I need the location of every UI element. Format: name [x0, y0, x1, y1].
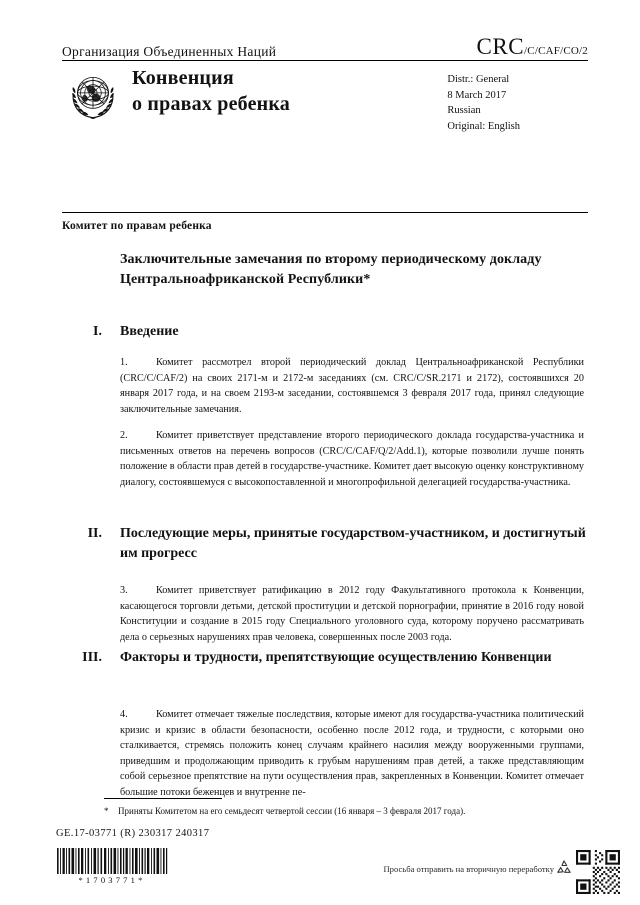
barcode-block — [56, 848, 168, 885]
paragraph-text-1: Комитет рассмотрел второй периодический доклад Центральноафриканской Республики (CRC/C/CAF/2) на своих 2171-м и 2172-м заседаниях (см. CRC/C/SR.2171 и 2172), состоявшихся 20 января 2017 года, и на своем 2193-м заседании, состоявшемся 3 февраля 2017 года, принял следующие заключительные замечания. — [120, 357, 584, 415]
convention-title-line2: о правах ребенка — [132, 92, 291, 115]
distribution-type: Distr.: General — [447, 74, 510, 85]
section-title-1: Введение — [120, 324, 179, 339]
barcode-number: *1703771* — [78, 875, 146, 885]
section-numeral-1: I. — [93, 324, 102, 339]
organization-name: Организация Объединенных Наций — [62, 44, 277, 59]
section-numeral-3: III. — [82, 650, 102, 665]
section-heading-3 — [62, 648, 588, 668]
convention-title-line1: Конвенция — [132, 67, 234, 89]
paragraph-1 — [120, 355, 584, 417]
footnote-rule — [104, 798, 222, 799]
body-separator-rule — [62, 212, 588, 213]
footnote-text: Приняты Комитетом на его семьдесят четвертой сессии (16 января – 3 февраля 2017 года). — [118, 806, 466, 816]
document-symbol — [477, 34, 588, 60]
paragraph-2 — [120, 428, 584, 490]
header-top-row — [62, 34, 588, 60]
paragraph-3 — [120, 583, 584, 645]
header-rule — [62, 60, 588, 61]
document-symbol-suffix: /C/CAF/CO/2 — [524, 45, 588, 57]
section-title-3: Факторы и трудности, препятствующие осуществлению Конвенции — [120, 650, 552, 665]
qr-code — [576, 850, 620, 894]
distribution-language: Russian — [447, 105, 481, 117]
recycle-note: Просьба отправить на вторичную переработку — [383, 864, 554, 874]
document-symbol-main: CRC — [476, 34, 525, 59]
paragraph-text-3: Комитет приветствует ратификацию в 2012 году Факультативного протокола к Конвенции, касающегося торговли детьми, детской проституции и детской порнографии, принятие в 2016 году новой Конституции и создание в 2015 году Специального уголовного суда, которому поручено рассматривать дела о серьезных нарушениях прав человека, совершенных после 2003 года. — [120, 585, 584, 643]
distribution-date: 8 March 2017 — [447, 89, 507, 101]
un-emblem-icon — [62, 70, 124, 124]
paragraph-number-3: 3. — [120, 585, 128, 596]
convention-title — [132, 66, 290, 117]
paragraph-4 — [120, 707, 584, 800]
recycle-icon — [554, 858, 574, 878]
section-title-2: Последующие меры, принятые государством-участником, и достигнутый им прогресс — [120, 526, 586, 561]
distribution-original: Original: English — [447, 120, 520, 132]
footnote — [104, 805, 520, 819]
committee-name: Комитет по правам ребенка — [62, 220, 212, 232]
ge-number: GE.17-03771 (R) 230317 240317 — [56, 828, 210, 839]
paragraph-number-2: 2. — [120, 430, 128, 441]
page-title: Заключительные замечания по второму периодическому докладу Центральноафриканской Республики* — [120, 252, 542, 288]
distribution-block — [447, 72, 520, 134]
paragraph-number-4: 4. — [120, 709, 128, 720]
masthead — [62, 66, 588, 144]
paragraph-text-2: Комитет приветствует представление второго периодического доклада государства-участника и письменных ответов на перечень вопросов (CRC/C/CAF/Q/2/Add.1), которые позволили лучше понять положение в области прав детей в государстве-участнике. Комитет дает высокую оценку конструктивному диалогу, состоявшемуся с высокопоставленной и многопрофильной делегацией государства-участника. — [120, 430, 584, 488]
paragraph-text-4: Комитет отмечает тяжелые последствия, которые имеют для государства-участника политический кризис и кризис в области безопасности, особенно после 2012 года, и трудности, с которыми оно сталкивается, стремясь положить конец случаям крайнего насилия между вооруженными группами, приведшим и продолжающим приводить к грубым нарушениям прав детей, а также представляющим собой серьезное препятствие на пути осуществления прав, закрепленных в Конвенции. Комитет отмечает большие потоки беженцев и внутренне пе- — [120, 709, 584, 798]
paragraph-number-1: 1. — [120, 357, 128, 368]
section-numeral-2: II. — [87, 526, 102, 541]
barcode-icon — [56, 848, 168, 874]
section-heading-1 — [62, 322, 588, 342]
section-heading-2 — [62, 524, 588, 563]
footnote-marker: * — [104, 806, 109, 816]
